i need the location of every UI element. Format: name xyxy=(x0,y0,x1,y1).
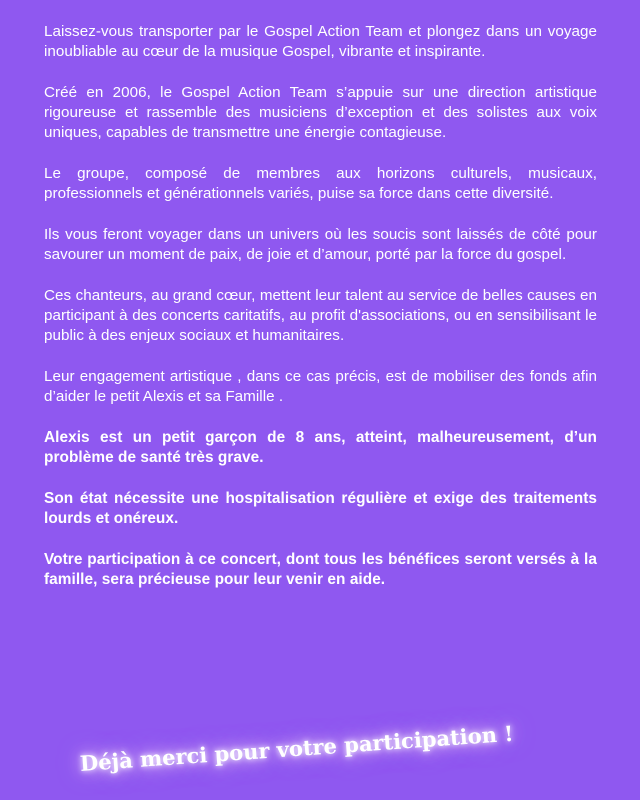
charity-paragraph: Ces chanteurs, au grand cœur, mettent leur talent au service de belles causes en participant à des concerts caritatifs, au profit d'associations, ou en sensibilisant le public à des enjeux sociaux et humanitaires. xyxy=(44,287,597,344)
footer xyxy=(0,720,640,795)
journey-paragraph: Ils vous feront voyager dans un univers où les soucis sont laissés de côté pour savourer un moment de paix, de joie et d’amour, porté par la force du gospel. xyxy=(44,226,597,263)
history-paragraph: Créé en 2006, le Gospel Action Team s’appuie sur une direction artistique rigoureuse et rassemble des musiciens d’exception et des solistes aux voix uniques, capables de transmettre une énergie contagieuse. xyxy=(44,84,597,141)
thanks-message: Déjà merci pour votre participation ! xyxy=(79,720,515,776)
group-paragraph: Le groupe, composé de membres aux horizons culturels, musicaux, professionnels et générationnels variés, puise sa force dans cette diversité. xyxy=(44,165,597,202)
participation-paragraph: Votre participation à ce concert, dont tous les bénéfices seront versés à la famille, sera précieuse pour leur venir en aide. xyxy=(44,551,597,588)
treatment-paragraph: Son état nécessite une hospitalisation régulière et exige des traitements lourds et onéreux. xyxy=(44,490,597,527)
intro-paragraph: Laissez-vous transporter par le Gospel Action Team et plongez dans un voyage inoubliable au cœur de la musique Gospel, vibrante et inspirante. xyxy=(44,23,597,60)
engagement-paragraph: Leur engagement artistique , dans ce cas précis, est de mobiliser des fonds afin d’aider le petit Alexis et sa Famille . xyxy=(44,368,597,405)
text-body xyxy=(44,22,597,611)
alexis-paragraph: Alexis est un petit garçon de 8 ans, atteint, malheureusement, d’un problème de santé très grave. xyxy=(44,429,597,466)
